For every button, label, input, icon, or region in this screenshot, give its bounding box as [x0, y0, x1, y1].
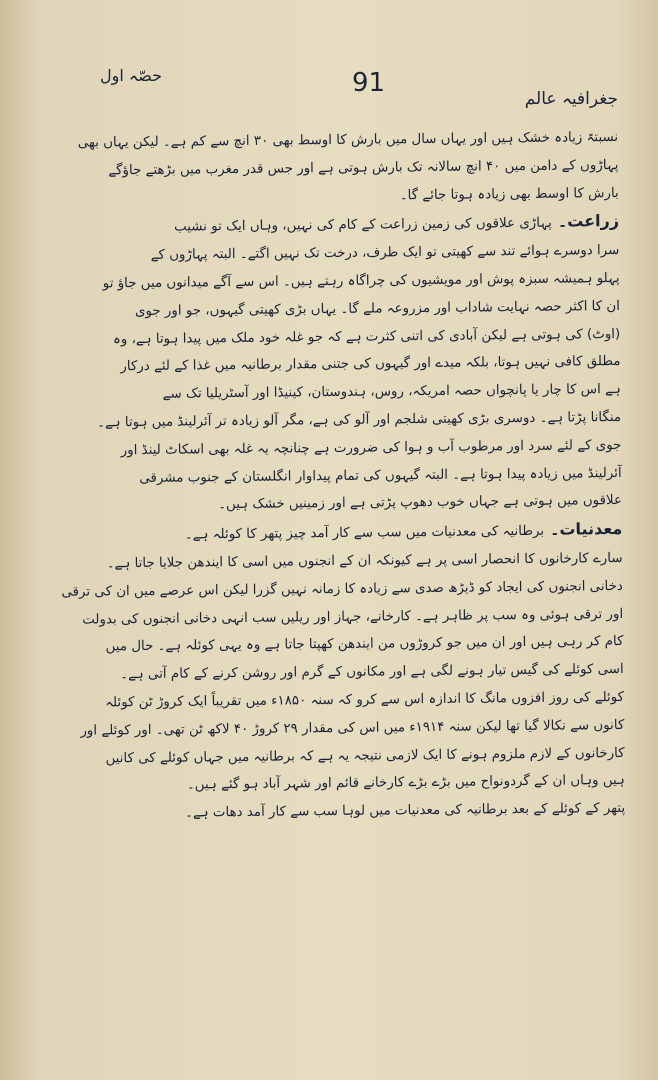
text-line: کارخانوں کے لازم ملزوم ہونے کا ایک لازمی نتیجہ یہ ہے کہ برطانیہ میں جہاں کوئلے کی کانیں [105, 745, 625, 766]
text-line: نسبتہً زیادہ خشک ہیں اور یہاں سال میں بارش کا اوسط بھی ۳۰ انچ سے کم ہے۔ لیکن یہاں بھی [77, 129, 619, 151]
text-line: پہاڑوں کے دامن میں ۴۰ انچ سالانہ تک بارش ہوتی ہے اور جس قدر مغرب میں بڑھتے جاؤگے [108, 157, 619, 179]
page-number: 91 [352, 68, 386, 98]
page-body [61, 124, 626, 828]
text-line: منگانا پڑتا ہے۔ دوسری بڑی کھیتی شلجم اور آلو کی ہے، مگر آلو زیادہ تر آئرلینڈ میں ہوتا ہے۔ [96, 409, 622, 431]
text-line: کانوں سے نکالا گیا تھا لیکن سنہ ۱۹۱۴ء میں اس کی مقدار ۲۹ کروڑ ۴۰ لاکھ ٹن تھی۔ اور کوئلے اور [80, 717, 625, 739]
text-fragment: برطانیہ کی معدنیات میں سب سے کار آمد چیز پتھر کا کوئلہ ہے۔ [184, 523, 545, 543]
text-line: بارش کا اوسط بھی زیادہ ہوتا جائے گا۔ [399, 185, 619, 203]
text-line: کوئلے کی روز افزوں مانگ کا اندازہ اس سے کرو کہ سنہ ۱۸۵۰ء میں تقریباً ایک کروڑ ٹن کوئلہ [105, 689, 625, 711]
text-line: علاقوں میں ہوتی ہے جہاں خوب دھوپ پڑتی ہے اور زمینیں خشک ہیں۔ [218, 493, 623, 513]
text-line: سارے کارخانوں کا انحصار اسی پر ہے کیونکہ ان کے انجنوں میں اسی کا ایندھن جلایا جاتا ہے۔ [106, 550, 623, 572]
text-line: اور ترقی ہوئی وہ سب پر ظاہر ہے۔ کارخانے، جہاز اور ریلیں سب انہی دخانی انجنوں کی بدولت [82, 606, 624, 628]
text-line: سرا دوسرے ہوائے تند سے کھیتی تو ایک طرف، درخت تک نہیں اگتے۔ البتہ پہاڑوں کے [150, 243, 620, 264]
text-line: (اوٹ) کی ہوتی ہے لیکن آبادی کی اتنی کثرت ہے کہ جو غلہ خود ملک میں پیدا ہوتا ہے، وہ [112, 326, 621, 347]
book-title: جغرافیہ عالم [524, 89, 618, 109]
text-line: اسی کوئلے کی گیس تیار ہونے لگی ہے اور مکانوں کے گرم اور روشن کرنے کے کام آتی ہے۔ [120, 662, 624, 683]
text-line: دخانی انجنوں کی ایجاد کو ڈیڑھ صدی سے زیادہ کا زمانہ نہیں گزرا لیکن اس عرصے میں ان کی ترقی [61, 578, 623, 600]
part-label: حصّہ اول [100, 66, 163, 85]
text-line: کام کر رہی ہیں اور ان میں جو کروڑوں من ایندھن کھپتا جاتا ہے وہ یہی کوئلہ ہے۔ حال میں [105, 634, 624, 655]
text-line: پہلو ہمیشہ سبزہ پوش اور مویشیوں کی چراگاہ رہتے ہیں۔ اس سے آگے میدانوں میں جاؤ تو [102, 270, 620, 292]
text-line: ان کا اکثر حصہ نہایت شاداب اور مزروعہ ملے گا۔ یہاں بڑی کھیتی گیہوں، جو اور جوی [134, 298, 620, 319]
text-line: جوی کے لئے سرد اور مرطوب آب و ہوا کی ضرورت ہے چنانچہ یہ غلہ بھی اسکاٹ لینڈ اور [120, 437, 622, 458]
text-line: آئرلینڈ میں زیادہ پیدا ہوتا ہے۔ البتہ گیہوں کی تمام پیداوار انگلستان کے جنوب مشرقی [139, 465, 622, 486]
text-line: ہیں وہاں ان کے گردونواح میں بڑے بڑے کارخانے قائم اور شہر آباد ہو گئے ہیں۔ [186, 773, 625, 793]
text-line: مطلق کافی نہیں ہوتا، بلکہ میدے اور گیہوں کی جتنی مقدار برطانیہ میں غذا کے لئے درکار [120, 354, 621, 375]
text-line: پتھر کے کوئلے کے بعد برطانیہ کی معدنیات میں لوہا سب سے کار آمد دھات ہے۔ [185, 801, 626, 821]
page-header [0, 58, 658, 108]
section-heading-agriculture: زراعت۔ [557, 211, 620, 232]
text-fragment: پہاڑی علاقوں کی زمین زراعت کے کام کی نہیں، وہاں ایک تو نشیب [174, 216, 552, 236]
section-heading-minerals: معدنیات۔ [549, 519, 623, 539]
text-line: ہے اس کا چار یا پانچواں حصہ امریکہ، روس، ہندوستان، کینیڈا اور آسٹریلیا تک سے [162, 382, 621, 402]
